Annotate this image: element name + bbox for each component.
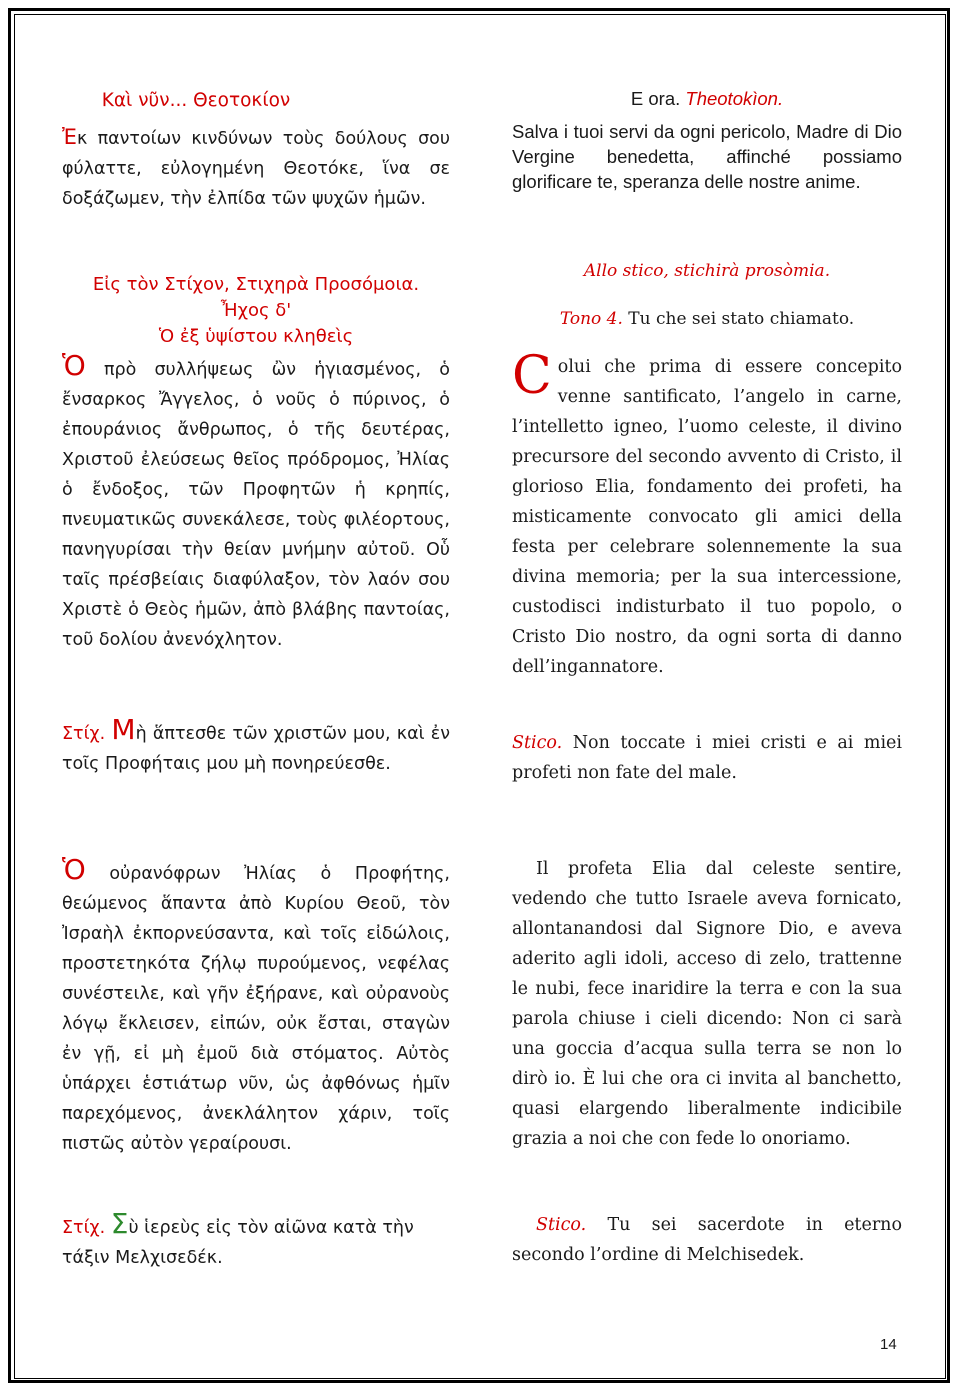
italian-heading-stichera: Allo stico, stichirà prosòmia.: [583, 261, 831, 281]
page-border-inner: [14, 14, 946, 1379]
greek-verse-1: [62, 713, 450, 779]
greek-verse-2-initial: Σ: [110, 1207, 129, 1240]
italian-verse-1-label: Stico.: [512, 733, 563, 753]
italian-verse-1-text: [512, 728, 902, 788]
greek-verse-1-text: [62, 713, 450, 779]
italian-tone-a: Tono 4.: [559, 309, 623, 329]
italian-sticheron-2: [512, 854, 902, 1154]
greek-sticheron-1: [62, 349, 450, 655]
italian-verse-2-body: Tu sei sacerdote in eterno secondo l’ordine di Melchisedek.: [512, 1215, 902, 1265]
greek-stichera-header: [62, 272, 450, 350]
greek-verse-1-label: Στίχ.: [62, 724, 106, 744]
italian-theotokion-section: [512, 86, 902, 194]
greek-sticheron-1-body: πρὸ συλλήψεως ὢν ἡγιασμένος, ὁ ἔνσαρκος Ἄγγελος, ὁ νοῦς ὁ πύρινος, ὁ ἐπουράνιος ἄνθρωπος, ὁ τῆς δευτέρας, Χριστοῦ ἐλεύσεως θεῖος πρόδρομος, Ἠλίας ὁ ἔνδοξος, τῶν Προφητῶν ἡ κρηπίς, πνευματικῶς συνεκάλεσε, τοὺς φιλέορτους, πανηγυρίσαι τὴν θείαν μνήμην αὐτοῦ. Οὗ ταῖς πρέσβείαις διαφύλαξον, τὸν λαόν σου Χριστὲ ὁ Θεὸς ἡμῶν, ἀπὸ βλάβης παντοίας, τοῦ δολίου ἀνενόχλητον.: [62, 360, 450, 650]
italian-verse-2: [512, 1210, 902, 1270]
greek-verse-2-body: ὺ ἱερεὺς εἰς τὸν αἰῶνα κατὰ τὴν τάξιν Μελχισεδέκ.: [62, 1218, 414, 1268]
italian-verse-2-text: [512, 1210, 902, 1270]
greek-verse-1-body: ὴ ἅπτεσθε τῶν χριστῶν μου, καὶ ἐν τοῖς Προφήταις μου μὴ πονηρεύεσθε.: [62, 724, 450, 774]
italian-heading-theotokion-b: Theotokìon.: [685, 88, 784, 109]
italian-theotokion-text: Salva i tuoi servi da ogni pericolo, Madre di Dio Vergine benedetta, affinché possiamo glorificare te, speranza delle nostre anime.: [512, 121, 902, 192]
greek-theotokion-initial: Ἐ: [62, 125, 77, 149]
greek-verse-2-text: [62, 1207, 450, 1273]
greek-sticheron-2-initial: Ὁ: [62, 853, 86, 886]
italian-sticheron-1-dropcap: C: [512, 346, 552, 406]
italian-heading-theotokion-a: E ora.: [630, 88, 681, 109]
greek-sticheron-1-text: [62, 349, 450, 655]
greek-verse-2-label: Στίχ.: [62, 1218, 106, 1238]
italian-verse-2-label: Stico.: [536, 1215, 587, 1235]
italian-tone-b: Tu che sei stato chiamato.: [628, 309, 855, 329]
greek-theotokion-text: [62, 122, 450, 214]
italian-sticheron-2-text: Il profeta Elia dal celeste sentire, vedendo che tutto Israele aveva fornicato, allontanandosi dal Signore Dio, e aveva aderito agli idoli, acceso di zelo, trattenne le nubi, fece inaridire la terra e con la sua parola chiuse i cieli dicendo: Non ci sarà una goccia d’acqua sulla terra se non lo dirò io. È lui che ora ci invita al banchetto, quasi elargendo liberalmente indicibile grazia a noi che con fede lo onoriamo.: [512, 859, 902, 1149]
greek-theotokion-body: κ παντοίων κινδύνων τοὺς δούλους σου φύλαττε, εὐλογημένη Θεοτόκε, ἵνα σε δοξάζωμεν, τὴν ἐλπίδα τῶν ψυχῶν ἡμῶν.: [62, 129, 450, 209]
greek-theotokion-section: [62, 86, 450, 214]
greek-model-melody: Ὁ ἐξ ὑψίστου κληθεὶς: [158, 326, 354, 347]
italian-verse-1: [512, 728, 902, 788]
italian-sticheron-1-text: [512, 346, 902, 682]
greek-sticheron-1-initial: Ὁ: [62, 349, 86, 382]
italian-sticheron-1-body: olui che prima di essere concepito venne santificato, l’angelo in carne, l’intelletto igneo, l’uomo celeste, il divino precursore del secondo avvento di Cristo, il glorioso Elia, fondamento dei profeti, ha misticamente convocato gli amici della festa per celebrare solennemente la sua divina memoria; per la sua intercessione, custodisci indisturbato il tuo popolo, o Cristo Dio nostro, da ogni sorta di danno dell’ingannatore.: [512, 357, 902, 677]
greek-verse-2: [62, 1207, 450, 1273]
page-number: 14: [880, 1336, 897, 1353]
greek-sticheron-2-text: [62, 853, 450, 1159]
italian-stichera-header: [512, 256, 902, 334]
greek-tone: Ἦχος δ': [220, 300, 292, 321]
italian-tone: [512, 304, 902, 334]
greek-verse-1-initial: Μ: [111, 713, 136, 746]
greek-heading-stichera: Εἰς τὸν Στίχον, Στιχηρὰ Προσόμοια.: [92, 274, 420, 295]
italian-heading-theotokion: [512, 86, 902, 111]
italian-verse-1-body: Non toccate i miei cristi e ai miei profeti non fate del male.: [512, 733, 902, 783]
greek-sticheron-2-body: οὐρανόφρων Ἠλίας ὁ Προφήτης, θεώμενος ἅπαντα ἀπὸ Κυρίου Θεοῦ, τὸν Ἰσραὴλ ἐκπορνεύσαντα, καὶ τοῖς εἰδώλοις, προστετηκότα ζήλῳ πυρούμενος, νεφέλας συνέστειλε, καὶ γῆν ἐξήρανε, καὶ οὐρανοὺς λόγῳ ἔκλεισεν, εἰπών, οὐκ ἔσται, σταγὼν ἐν γῇ, εἰ μὴ ἐμοῦ διὰ στόματος. Αὐτὸς ὑπάρχει ἑστιάτωρ νῦν, ὡς ἀφθόνως ἡμῖν παρεχόμενος, ἀνεκλάλητον χάριν, τοῖς πιστῶς αὐτὸν γεραίρουσι.: [62, 864, 450, 1154]
italian-sticheron-1: [512, 346, 902, 682]
greek-heading-theotokion: Καὶ νῦν... Θεοτοκίον: [101, 90, 291, 111]
greek-sticheron-2: [62, 853, 450, 1159]
